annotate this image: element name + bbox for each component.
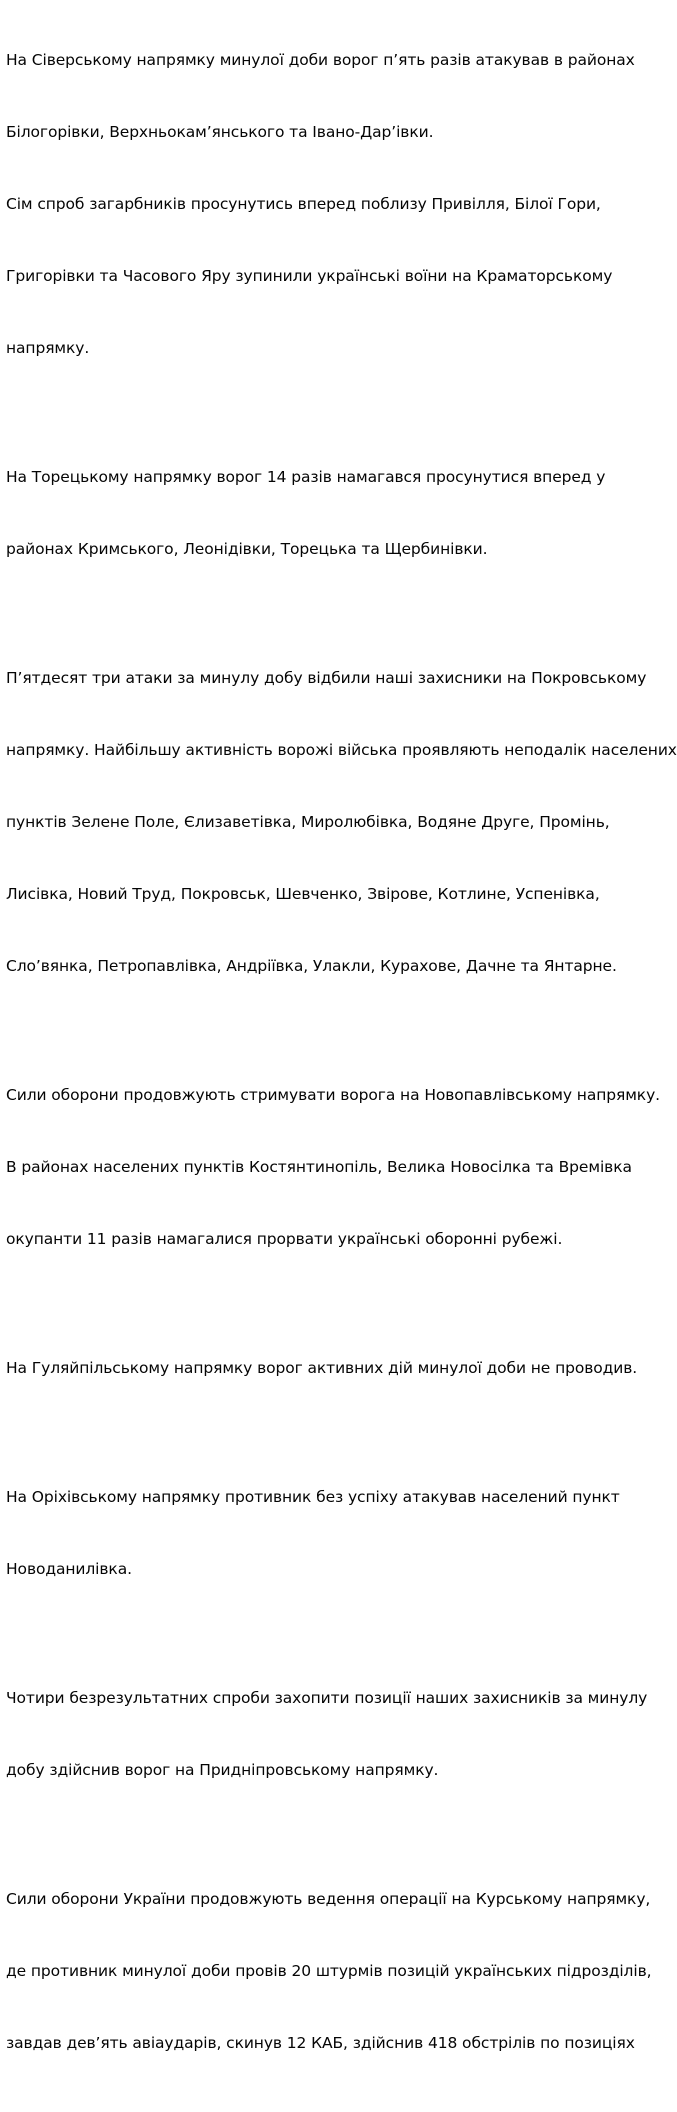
text-line: На Торецькому напрямку ворог 14 разів намагався просунутися вперед у	[6, 468, 606, 486]
text-line: На Гуляйпільському напрямку ворог активних дій минулої доби не проводив.	[6, 1359, 638, 1377]
text-line: Сили оборони України продовжують ведення операції на Курському напрямку,	[6, 1890, 651, 1908]
text-line: Лисівка, Новий Труд, Покровськ, Шевченко, Звірове, Котлине, Успенівка,	[6, 885, 600, 903]
text-line: П’ятдесят три атаки за минулу добу відбили наші захисники на Покровському	[6, 669, 647, 687]
paragraph-pokrovsk	[6, 618, 677, 1026]
text-line: Білогорівки, Верхньокам’янського та Івано-Дар’івки.	[6, 123, 434, 141]
text-line: пунктів Зелене Поле, Єлизаветівка, Миролюбівка, Водяне Друге, Промінь,	[6, 813, 610, 831]
text-line: завдав дев’ять авіаударів, скинув 12 КАБ, здійснив 418 обстрілів по позиціях	[6, 2034, 635, 2052]
text-line: Сло’вянка, Петропавлівка, Андріївка, Улакли, Курахове, Дачне та Янтарне.	[6, 957, 617, 975]
text-line: добу здійснив ворог на Придніпровському напрямку.	[6, 1761, 439, 1779]
text-line: напрямку. Найбільшу активність ворожі війська проявляють неподалік населених	[6, 741, 677, 759]
text-line: На Сіверському напрямку минулої доби ворог п’ять разів атакував в районах	[6, 51, 635, 69]
text-line: окупанти 11 разів намагалися прорвати українські оборонні рубежі.	[6, 1230, 563, 1248]
paragraph-kursk	[6, 1839, 652, 2103]
post-text	[6, 0, 677, 2112]
text-line: районах Кримського, Леонідівки, Торецька та Щербинівки.	[6, 540, 488, 558]
paragraph-huliaipole	[6, 1308, 647, 1428]
text-line: де противник минулої доби провів 20 штурмів позицій українських підрозділів,	[6, 1962, 652, 1980]
text-line: Григорівки та Часового Яру зупинили українські воїни на Краматорському	[6, 267, 613, 285]
text-line: Новоданилівка.	[6, 1560, 132, 1578]
paragraph-orikhiv	[6, 1437, 647, 1629]
paragraph-siversk-kramatorsk	[6, 0, 647, 408]
paragraph-prydniprovsk	[6, 1638, 647, 1830]
text-line: Чотири безрезультатних спроби захопити позиції наших захисників за минулу	[6, 1689, 648, 1707]
text-line: Сім спроб загарбників просунутись вперед поблизу Привілля, Білої Гори,	[6, 195, 601, 213]
text-line: Сили оборони продовжують стримувати ворога на Новопавлівському напрямку.	[6, 1086, 660, 1104]
text-line: В районах населених пунктів Костянтинопіль, Велика Новосілка та Времівка	[6, 1158, 632, 1176]
paragraph-novopavlivka	[6, 1035, 660, 1299]
text-line: На Оріхівському напрямку противник без успіху атакував населений пункт	[6, 1488, 620, 1506]
text-line: напрямку.	[6, 339, 90, 357]
paragraph-toretsk	[6, 417, 647, 609]
